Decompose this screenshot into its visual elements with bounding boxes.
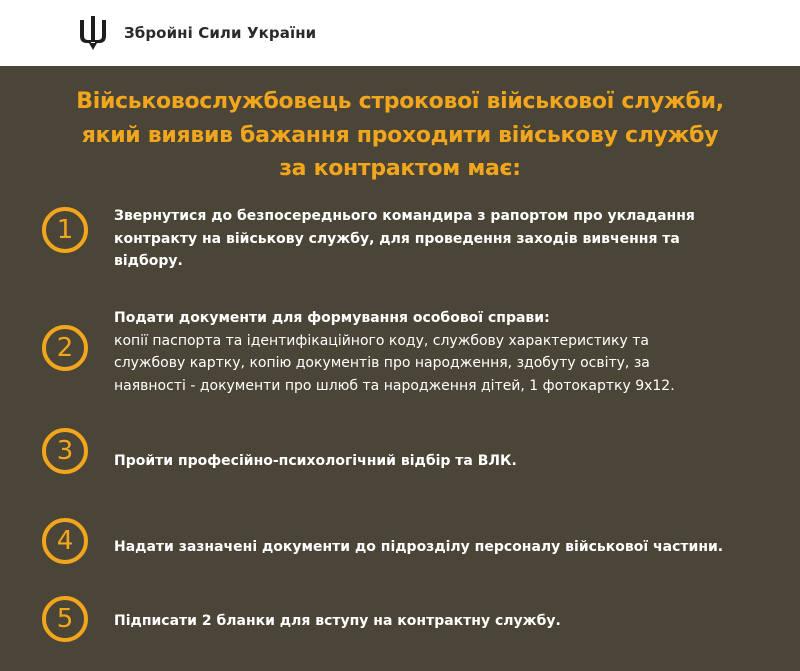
trident-icon	[78, 16, 108, 50]
step-2-line-1: копії паспорта та ідентифікаційного коду, службову характеристику та	[114, 332, 649, 349]
page-title-line-2: який виявив бажання проходити військову службу	[81, 123, 719, 148]
step-3-text	[114, 450, 754, 473]
step-3-line-1: Пройти професійно-психологічний відбір та ВЛК.	[114, 453, 517, 469]
page-title-line-1: Військовослужбовець строкової військової служби,	[76, 89, 724, 114]
step-3-badge: 3	[42, 428, 88, 474]
step-2-heading: Подати документи для формування особової справи:	[114, 310, 550, 326]
header-bar	[0, 0, 800, 66]
step-1-text	[114, 205, 754, 273]
step-2-text	[114, 307, 754, 397]
step-4-badge: 4	[42, 518, 88, 564]
step-2-line-3: наявності - документи про шлюб та народження дітей, 1 фотокартку 9х12.	[114, 377, 675, 394]
brand-name: Збройні Сили України	[124, 24, 317, 42]
step-1-line-2: контракту на військову службу, для проведення заходів вивчення та	[114, 230, 680, 247]
step-1-line-1: Звернутися до безпосереднього командира з рапортом про укладання	[114, 208, 695, 224]
step-2-badge: 2	[42, 325, 88, 371]
step-5-text	[114, 610, 754, 633]
step-5-line-1: Підписати 2 бланки для вступу на контрактну службу.	[114, 613, 561, 629]
step-4-line-1: Надати зазначені документи до підрозділу персоналу військової частини.	[114, 539, 724, 555]
page-title-line-3: за контрактом має:	[279, 156, 521, 181]
step-1-line-3: відбору.	[114, 253, 183, 269]
step-5-badge: 5	[42, 596, 88, 642]
step-1-badge: 1	[42, 207, 88, 253]
step-2-line-2: службову картку, копію документів про народження, здобуту освіту, за	[114, 355, 650, 371]
step-4-text	[114, 536, 754, 559]
